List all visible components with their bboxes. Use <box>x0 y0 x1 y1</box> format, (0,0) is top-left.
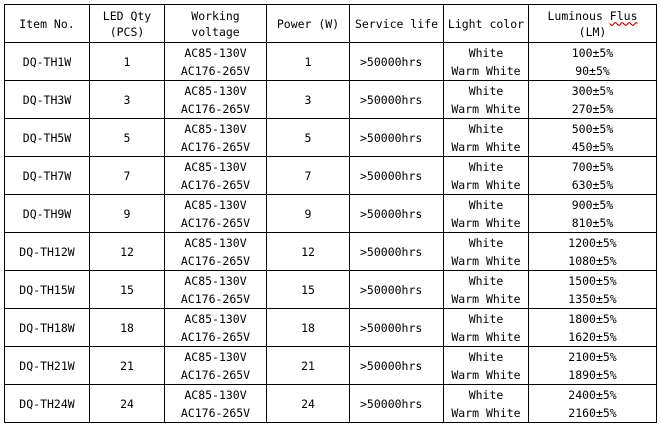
color-white: White <box>468 45 504 60</box>
power-value: 12 <box>301 244 315 259</box>
power-cell <box>267 119 350 157</box>
header-color <box>444 5 529 43</box>
flux-warm-white: 1620±5% <box>568 329 617 344</box>
header-voltage-line2: voltage <box>191 24 240 39</box>
item-number: DQ-TH7W <box>22 168 72 183</box>
flux-white: 2100±5% <box>568 349 617 364</box>
qty-cell <box>90 81 165 119</box>
service-life: >50000hrs <box>360 320 423 335</box>
header-row <box>5 5 657 43</box>
item-number: DQ-TH12W <box>19 244 75 259</box>
flux-white: 700±5% <box>571 159 614 174</box>
qty-cell <box>90 347 165 385</box>
qty-cell <box>90 157 165 195</box>
power-cell <box>267 233 350 271</box>
color-warm-white: Warm White <box>451 215 521 230</box>
color-warm-white: Warm White <box>451 367 521 382</box>
flux-warm-white: 450±5% <box>571 139 614 154</box>
color-warm-white: Warm White <box>451 291 521 306</box>
item-cell <box>5 195 90 233</box>
color-cell <box>444 385 529 423</box>
service-life: >50000hrs <box>360 206 423 221</box>
flux-cell <box>529 157 657 195</box>
service-life: >50000hrs <box>360 54 423 69</box>
led-qty: 21 <box>120 358 134 373</box>
voltage-high: AC176-265V <box>180 139 251 154</box>
voltage-high: AC176-265V <box>180 215 251 230</box>
table-row <box>5 157 657 195</box>
voltage-high: AC176-265V <box>180 63 251 78</box>
header-power <box>267 5 350 43</box>
table-row <box>5 385 657 423</box>
flux-cell <box>529 195 657 233</box>
table-row <box>5 233 657 271</box>
item-cell <box>5 81 90 119</box>
item-cell <box>5 233 90 271</box>
led-qty: 7 <box>123 168 131 183</box>
led-qty: 15 <box>120 282 134 297</box>
flux-cell <box>529 43 657 81</box>
color-cell <box>444 309 529 347</box>
service-life: >50000hrs <box>360 92 423 107</box>
color-white: White <box>468 159 504 174</box>
qty-cell <box>90 233 165 271</box>
item-number: DQ-TH21W <box>19 358 75 373</box>
flux-white: 500±5% <box>571 121 614 136</box>
color-warm-white: Warm White <box>451 405 521 420</box>
voltage-high: AC176-265V <box>180 329 251 344</box>
power-cell <box>267 157 350 195</box>
flux-warm-white: 90±5% <box>575 63 610 78</box>
color-white: White <box>468 121 504 136</box>
header-voltage <box>165 5 267 43</box>
color-cell <box>444 43 529 81</box>
led-qty: 9 <box>123 206 131 221</box>
power-value: 7 <box>304 168 312 183</box>
power-value: 18 <box>301 320 315 335</box>
power-cell <box>267 271 350 309</box>
color-white: White <box>468 311 504 326</box>
color-white: White <box>468 387 504 402</box>
table-row <box>5 119 657 157</box>
voltage-low: AC85-130V <box>184 83 247 98</box>
header-qty <box>90 5 165 43</box>
power-cell <box>267 195 350 233</box>
power-value: 5 <box>304 130 312 145</box>
voltage-low: AC85-130V <box>184 273 247 288</box>
life-cell <box>350 157 444 195</box>
color-warm-white: Warm White <box>451 63 521 78</box>
flux-warm-white: 630±5% <box>571 177 614 192</box>
voltage-low: AC85-130V <box>184 159 247 174</box>
color-cell <box>444 347 529 385</box>
voltage-high: AC176-265V <box>180 405 251 420</box>
voltage-cell <box>165 347 267 385</box>
flux-cell <box>529 309 657 347</box>
life-cell <box>350 309 444 347</box>
service-life: >50000hrs <box>360 358 423 373</box>
voltage-high: AC176-265V <box>180 101 251 116</box>
flux-white: 300±5% <box>571 83 614 98</box>
life-cell <box>350 43 444 81</box>
flux-warm-white: 270±5% <box>571 101 614 116</box>
qty-cell <box>90 43 165 81</box>
flux-warm-white: 2160±5% <box>568 405 617 420</box>
service-life: >50000hrs <box>360 282 423 297</box>
header-color-label: Light color <box>447 16 525 31</box>
table-row <box>5 271 657 309</box>
color-cell <box>444 195 529 233</box>
header-flux-line1: Luminous <box>547 8 610 23</box>
power-value: 1 <box>304 54 312 69</box>
power-value: 9 <box>304 206 312 221</box>
item-number: DQ-TH5W <box>22 130 72 145</box>
voltage-cell <box>165 81 267 119</box>
qty-cell <box>90 195 165 233</box>
flux-cell <box>529 271 657 309</box>
color-cell <box>444 81 529 119</box>
color-white: White <box>468 349 504 364</box>
header-voltage-line1: Working <box>191 8 240 23</box>
flux-white: 2400±5% <box>568 387 617 402</box>
voltage-low: AC85-130V <box>184 197 247 212</box>
service-life: >50000hrs <box>360 244 423 259</box>
service-life: >50000hrs <box>360 130 423 145</box>
header-item <box>5 5 90 43</box>
color-cell <box>444 119 529 157</box>
item-number: DQ-TH3W <box>22 92 72 107</box>
power-cell <box>267 347 350 385</box>
header-power-label: Power (W) <box>276 16 340 31</box>
table-row <box>5 43 657 81</box>
flux-warm-white: 1890±5% <box>568 367 617 382</box>
item-cell <box>5 347 90 385</box>
color-cell <box>444 271 529 309</box>
power-cell <box>267 385 350 423</box>
power-value: 24 <box>301 396 315 411</box>
header-life-label: Service life <box>354 16 439 31</box>
voltage-cell <box>165 385 267 423</box>
header-life <box>350 5 444 43</box>
color-warm-white: Warm White <box>451 101 521 116</box>
color-white: White <box>468 235 504 250</box>
voltage-high: AC176-265V <box>180 367 251 382</box>
voltage-low: AC85-130V <box>184 349 247 364</box>
life-cell <box>350 81 444 119</box>
table-row <box>5 81 657 119</box>
item-number: DQ-TH15W <box>19 282 75 297</box>
led-qty: 1 <box>123 54 131 69</box>
qty-cell <box>90 271 165 309</box>
power-value: 15 <box>301 282 315 297</box>
power-value: 21 <box>301 358 315 373</box>
flux-white: 1200±5% <box>568 235 617 250</box>
table-row <box>5 309 657 347</box>
table-body <box>5 43 657 423</box>
life-cell <box>350 195 444 233</box>
led-qty: 24 <box>120 396 134 411</box>
voltage-cell <box>165 43 267 81</box>
color-cell <box>444 233 529 271</box>
power-cell <box>267 43 350 81</box>
flux-warm-white: 810±5% <box>571 215 614 230</box>
life-cell <box>350 119 444 157</box>
item-cell <box>5 309 90 347</box>
flux-cell <box>529 385 657 423</box>
item-cell <box>5 157 90 195</box>
power-cell <box>267 309 350 347</box>
item-cell <box>5 119 90 157</box>
item-number: DQ-TH9W <box>22 206 72 221</box>
table-row <box>5 195 657 233</box>
voltage-high: AC176-265V <box>180 177 251 192</box>
flux-white: 900±5% <box>571 197 614 212</box>
spec-table <box>4 4 657 423</box>
led-qty: 18 <box>120 320 134 335</box>
flux-white: 1800±5% <box>568 311 617 326</box>
color-warm-white: Warm White <box>451 329 521 344</box>
table-row <box>5 347 657 385</box>
voltage-cell <box>165 157 267 195</box>
color-white: White <box>468 273 504 288</box>
voltage-low: AC85-130V <box>184 311 247 326</box>
voltage-cell <box>165 233 267 271</box>
flux-white: 1500±5% <box>568 273 617 288</box>
power-cell <box>267 81 350 119</box>
header-flux <box>529 5 657 43</box>
power-value: 3 <box>304 92 312 107</box>
flux-cell <box>529 119 657 157</box>
header-flux-word: Flus <box>609 8 638 23</box>
voltage-cell <box>165 309 267 347</box>
flux-white: 100±5% <box>571 45 614 60</box>
flux-cell <box>529 347 657 385</box>
color-white: White <box>468 197 504 212</box>
item-number: DQ-TH1W <box>22 54 72 69</box>
header-qty-line1: LED Qty <box>102 8 152 23</box>
voltage-low: AC85-130V <box>184 121 247 136</box>
header-flux-line2: (LM) <box>578 24 607 39</box>
header-item-label: Item No. <box>19 16 75 31</box>
life-cell <box>350 385 444 423</box>
life-cell <box>350 347 444 385</box>
flux-warm-white: 1080±5% <box>568 253 617 268</box>
item-number: DQ-TH18W <box>19 320 75 335</box>
led-qty: 5 <box>123 130 131 145</box>
item-cell <box>5 43 90 81</box>
flux-cell <box>529 81 657 119</box>
voltage-low: AC85-130V <box>184 235 247 250</box>
qty-cell <box>90 385 165 423</box>
voltage-low: AC85-130V <box>184 387 247 402</box>
item-cell <box>5 385 90 423</box>
voltage-cell <box>165 195 267 233</box>
flux-warm-white: 1350±5% <box>568 291 617 306</box>
life-cell <box>350 271 444 309</box>
flux-cell <box>529 233 657 271</box>
color-white: White <box>468 83 504 98</box>
life-cell <box>350 233 444 271</box>
service-life: >50000hrs <box>360 168 423 183</box>
qty-cell <box>90 309 165 347</box>
item-number: DQ-TH24W <box>19 396 75 411</box>
voltage-cell <box>165 271 267 309</box>
item-cell <box>5 271 90 309</box>
led-qty: 3 <box>123 92 131 107</box>
color-warm-white: Warm White <box>451 253 521 268</box>
color-warm-white: Warm White <box>451 177 521 192</box>
voltage-cell <box>165 119 267 157</box>
voltage-high: AC176-265V <box>180 253 251 268</box>
voltage-high: AC176-265V <box>180 291 251 306</box>
service-life: >50000hrs <box>360 396 423 411</box>
led-qty: 12 <box>120 244 134 259</box>
voltage-low: AC85-130V <box>184 45 247 60</box>
header-qty-line2: (PCS) <box>109 24 145 39</box>
qty-cell <box>90 119 165 157</box>
color-cell <box>444 157 529 195</box>
color-warm-white: Warm White <box>451 139 521 154</box>
